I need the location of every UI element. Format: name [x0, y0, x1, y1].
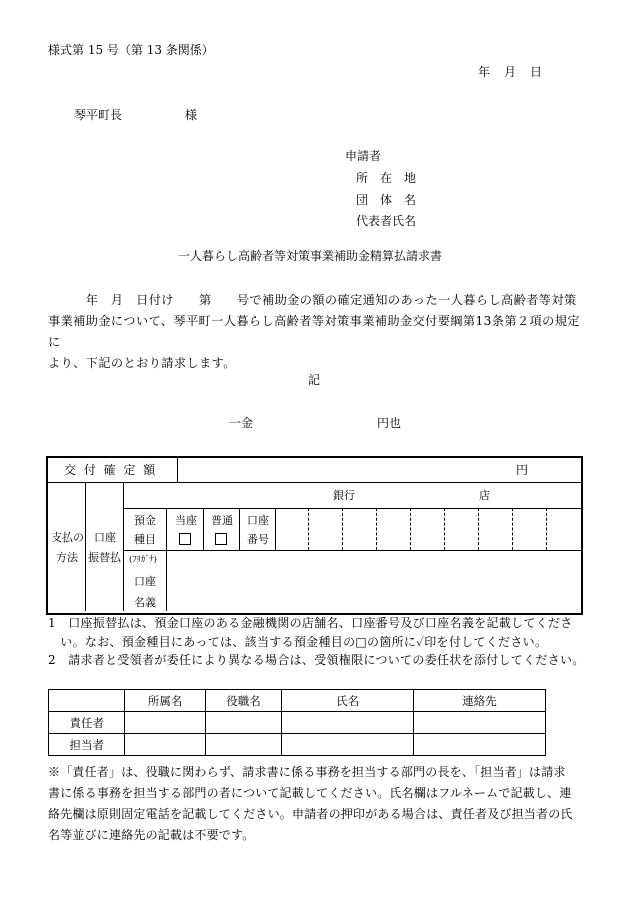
input-cell[interactable] [125, 712, 205, 734]
account-number-label-2: 番号 [247, 533, 269, 546]
payment-table-border [46, 456, 583, 615]
body-line: より、下記のとおり請求します。 [48, 356, 236, 370]
input-cell[interactable] [205, 734, 281, 756]
furigana-label: (ﾌﾘｶﾞﾅ) [129, 555, 157, 565]
payment-method-label-2: 方法 [56, 551, 78, 564]
body-line: 年 月 日付け 第 号で補助金の額の確定通知のあった一人暮らし高齢者等対策 [48, 293, 577, 307]
input-cell[interactable] [414, 712, 546, 734]
account-number-label-1: 口座 [247, 514, 269, 527]
footnote-line: 書に係る事務を担当する部門の者について記載してください。氏名欄はフルネームで記載し、連 [48, 786, 572, 800]
ki-mark: 記 [308, 373, 321, 387]
addressee-honorific: 様 [185, 108, 198, 122]
current-checkbox[interactable] [179, 533, 191, 545]
header-cell: 所属名 [125, 690, 205, 712]
footnote [48, 762, 588, 846]
applicant-address: 所 在 地 [356, 171, 417, 185]
applicant-label: 申請者 [345, 149, 382, 163]
header-cell: 役職名 [205, 690, 281, 712]
account-transfer-label-2: 振替払 [88, 551, 121, 564]
account-name-label-2: 名義 [134, 596, 156, 609]
bank-label: 銀行 [333, 489, 355, 502]
form-number: 様式第 15 号（第 13 条関係） [48, 43, 214, 57]
addressee-mayor: 琴平町長 [74, 108, 123, 122]
header-cell: 連絡先 [414, 690, 546, 712]
note-line: 2 請求者と受領者が委任により異なる場合は、受領権限についての委任状を添付してください。 [48, 653, 585, 667]
note-line: い。なお、預金種目にあっては、該当する預金種目の□の箇所に✓印を付してください。 [48, 634, 548, 649]
input-cell[interactable] [282, 734, 414, 756]
header-cell [49, 690, 125, 712]
payment-method-label-1: 支払の [51, 531, 84, 544]
account-name-label-1: 口座 [134, 575, 156, 588]
applicant-representative: 代表者氏名 [356, 214, 417, 228]
input-cell[interactable] [282, 712, 414, 734]
row-label: 担当者 [49, 734, 125, 756]
table-row [49, 734, 546, 756]
confirmed-amount-label: 交 付 確 定 額 [64, 463, 158, 477]
amount-prefix: 一金 [229, 416, 254, 430]
notes [48, 614, 588, 670]
amount-suffix: 円也 [377, 416, 402, 430]
table-row [49, 712, 546, 734]
current-label: 当座 [175, 514, 197, 527]
document-title: 一人暮らし高齢者等対策事業補助金精算払請求書 [178, 249, 443, 263]
row-label: 責任者 [49, 712, 125, 734]
footnote-line: ※「責任者」は、役職に関わらず、請求書に係る事務を担当する部門の長を、「担当者」は請求 [48, 765, 566, 779]
input-cell[interactable] [205, 712, 281, 734]
footnote-line: 名等並びに連絡先の記載は不要です。 [48, 828, 255, 842]
note-line: 1 口座振替払は、預金口座のある金融機関の店舗名、口座番号及び口座名義を記載してくださ [48, 616, 573, 630]
input-cell[interactable] [125, 734, 205, 756]
date-line: 年 月 日 [478, 65, 544, 79]
footnote-line: 絡先欄は原則固定電話を記載してください。申請者の押印がある場合は、責任者及び担当者の氏 [48, 807, 573, 821]
table-row [49, 690, 546, 712]
responsible-table [48, 689, 546, 756]
ordinary-label: 普通 [211, 514, 233, 527]
body-paragraph [48, 290, 584, 374]
header-cell: 氏名 [282, 690, 414, 712]
deposit-type-label-1: 預金 [134, 514, 156, 527]
applicant-org-name: 団 体 名 [356, 193, 417, 207]
confirmed-amount-yen: 円 [516, 463, 529, 477]
account-transfer-label-1: 口座 [94, 531, 116, 544]
deposit-type-label-2: 種目 [134, 533, 156, 546]
branch-label: 店 [479, 489, 490, 502]
input-cell[interactable] [414, 734, 546, 756]
body-line: 事業補助金について、琴平町一人暮らし高齢者等対策事業補助金交付要綱第13条第２項の規定に [48, 314, 580, 349]
ordinary-checkbox[interactable] [215, 533, 227, 545]
